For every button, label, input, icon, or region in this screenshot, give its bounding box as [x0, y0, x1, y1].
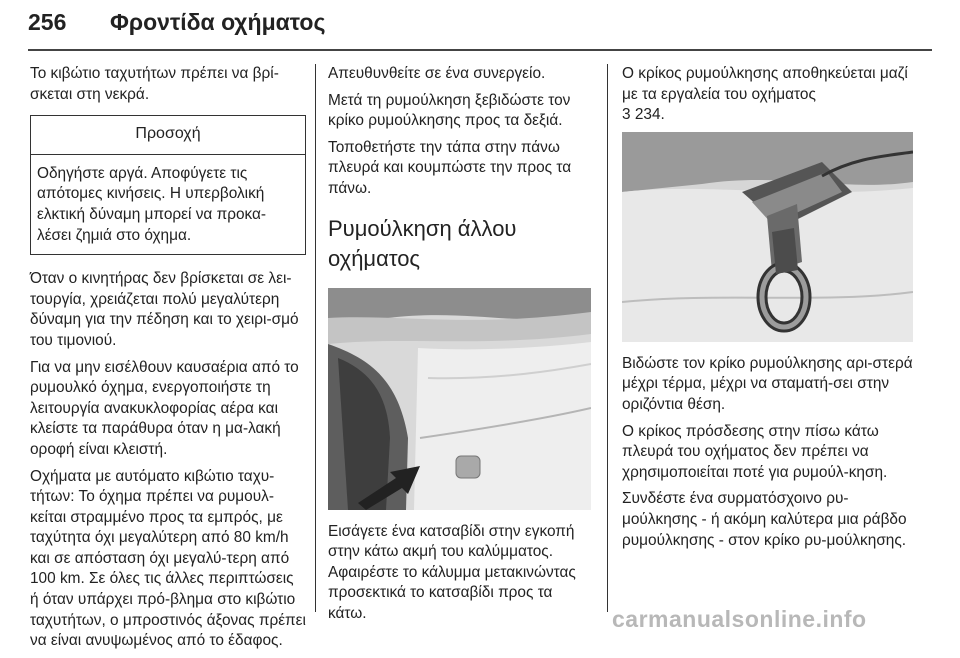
paragraph: Για να μην εισέλθουν καυσαέρια από το ρυμουλκό όχημα, ενεργοποιήστε τη λειτουργία ανακυκλοφορίας αέρα και κλείστε τα παράθυρα όταν η μα‐λακή οροφή είναι κλειστή. — [30, 358, 299, 458]
paragraph: Το κιβώτιο ταχυτήτων πρέπει να βρί‐σκεται στη νεκρά. — [30, 65, 279, 103]
column-1 — [30, 64, 306, 658]
column-divider — [315, 64, 316, 612]
paragraph: Ο κρίκος ρυμούλκησης αποθηκεύεται μαζί με τα εργαλεία του οχήματος — [622, 65, 908, 103]
column-divider — [607, 64, 608, 612]
watermark-text: carmanualsonline.info — [612, 606, 867, 632]
column-3 — [622, 64, 920, 557]
towing-eye-drawing — [622, 132, 913, 342]
column-2 — [328, 64, 592, 631]
paragraph: Μετά τη ρυμούλκηση ξεβιδώστε τον κρίκο ρυμούλκησης προς τα δεξιά. — [328, 91, 571, 130]
caution-text: Οδηγήστε αργά. Αποφύγετε τις απότομες κινήσεις. Η υπερβολική ελκτική δύναμη μπορεί να προκα‐λέσει ζημιά στο όχημα. — [37, 164, 267, 244]
page-header — [28, 4, 932, 44]
paragraph: Ο κρίκος πρόσδεσης στην πίσω κάτω πλευρά του οχήματος δεν πρέπει να χρησιμοποιείται ποτέ για ρυμούλ‐κηση. — [622, 422, 888, 481]
bumper-cover-illustration — [328, 288, 591, 510]
car-rear-bumper-drawing — [328, 288, 591, 510]
paragraph: Οχήματα με αυτόματο κιβώτιο ταχυ‐τήτων: Το όχημα πρέπει να ρυμουλ‐κείται στραμμένο προς τα εμπρός, με ταχύτητα όχι μεγαλύτερη από 80 km/h και σε απόσταση όχι μεγαλύ‐τερη από 100 km. Σε όλες τις άλλες περιπτώσεις ή όταν υπάρχει πρό‐βλημα στο κιβώτιο ταχυτήτων, ο μπροστινός άξονας πρέπει να είναι ανυψωμένος από το έδαφος. — [30, 467, 306, 650]
section-heading: Ρυμούλκηση άλλου οχήματος — [328, 215, 517, 271]
caution-box — [30, 115, 306, 255]
page-number: 256 — [28, 9, 67, 35]
paragraph: Εισάγετε ένα κατσαβίδι στην εγκοπή στην κάτω ακμή του καλύμματος. Αφαιρέστε το κάλυμμα μετακινώντας προσεκτικά το κατσαβίδι προς τα κάτω. — [328, 522, 576, 622]
page-reference: 3 234. — [622, 106, 665, 124]
page-title: Φροντίδα οχήματος — [110, 9, 326, 35]
header-rule — [28, 49, 932, 51]
paragraph: Απευθυνθείτε σε ένα συνεργείο. — [328, 65, 546, 82]
paragraph: Συνδέστε ένα συρματόσχοινο ρυ‐μούλκησης - ή ακόμη καλύτερα μια ράβδο ρυμούλκησης - στον κρίκο ρυ‐μούλκησης. — [622, 490, 907, 549]
towing-eye-illustration — [622, 132, 913, 342]
caution-title: Προσοχή — [31, 116, 305, 155]
paragraph: Τοποθετήστε την τάπα στην πάνω πλευρά και κουμπώστε την προς τα πάνω. — [328, 138, 572, 197]
paragraph: Όταν ο κινητήρας δεν βρίσκεται σε λει‐τουργία, χρειάζεται πολύ μεγαλύτερη δύναμη για την πέδηση και το χειρι‐σμό του τιμονιού. — [30, 270, 299, 349]
paragraph: Βιδώστε τον κρίκο ρυμούλκησης αρι‐στερά μέχρι τέρμα, μέχρι να σταματή‐σει στην οριζόντια θέση. — [622, 354, 913, 413]
